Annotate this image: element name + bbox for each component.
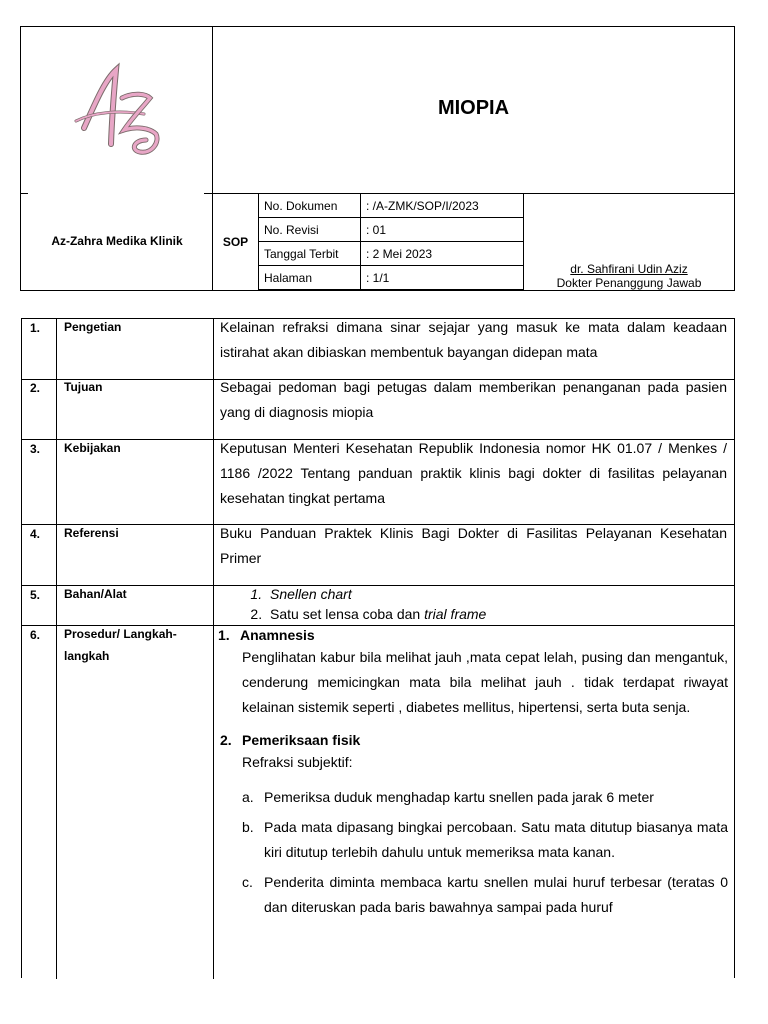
sop-content-table xyxy=(21,318,735,978)
meta-key: No. Dokumen xyxy=(259,194,361,218)
row-number: 5. xyxy=(30,588,41,602)
list-item: c. Penderita diminta membaca kartu snellen mulai huruf terbesar (teratas 0 dan diteruskan pada baris bawahnya sampai pada huruf xyxy=(242,874,728,915)
row-number: 6. xyxy=(30,628,41,642)
header-border-bottom xyxy=(20,290,735,291)
row-number: 3. xyxy=(30,442,41,456)
row-label: Tujuan xyxy=(64,380,103,394)
row-content: Keputusan Menteri Kesehatan Republik Indonesia nomor HK 01.07 / Menkes / 1186 /2022 Tentang panduan praktik klinis bagi dokter di fasilitas pelayanan kesehatan tingkat pertama xyxy=(220,440,727,506)
meta-key: Halaman xyxy=(259,266,361,290)
header-border-top xyxy=(20,26,735,27)
page-title: MIOPIA xyxy=(437,97,510,119)
table-row xyxy=(22,379,734,440)
row-label: Prosedur/ Langkah-langkah xyxy=(64,627,177,663)
procedure-section-2-heading: 2. Pemeriksaan fisik xyxy=(220,732,361,748)
row-number: 1. xyxy=(30,321,41,335)
row-content: Buku Panduan Praktek Klinis Bagi Dokter di Fasilitas Pelayanan Kesehatan Primer xyxy=(220,525,727,566)
list-item: 2. Satu set lensa coba dan trial frame xyxy=(266,604,727,624)
header-border-left xyxy=(20,26,21,290)
row-label: Referensi xyxy=(64,526,119,540)
meta-row xyxy=(259,242,524,266)
row-number: 2. xyxy=(30,381,41,395)
anamnesis-text: Penglihatan kabur bila melihat jauh ,mata cepat lelah, pusing dan mengantuk, cenderung memicingkan mata bila melihat jauh . tidak terdapat riwayat kelainan sistemik seperti , diabetes mellitus, hipertensi, serta buta senja. xyxy=(242,649,728,715)
table-row xyxy=(22,524,734,586)
tools-list xyxy=(220,584,727,624)
meta-value: : 1/1 xyxy=(361,266,524,290)
row-content: Sebagai pedoman bagi petugas dalam memberikan penanganan pada pasien yang di diagnosis miopia xyxy=(220,379,727,420)
row-label: Kebijakan xyxy=(64,441,121,455)
header-border-right xyxy=(734,26,735,290)
clinic-name: Az-Zahra Medika Klinik xyxy=(51,234,183,248)
table-row xyxy=(22,439,734,525)
table-row xyxy=(22,585,734,626)
table-row xyxy=(22,625,734,979)
list-item: a. Pemeriksa duduk menghadap kartu snellen pada jarak 6 meter xyxy=(242,789,654,805)
header-divider-h-left xyxy=(20,193,28,194)
row-label: Bahan/Alat xyxy=(64,587,127,601)
row-number: 4. xyxy=(30,527,41,541)
document-meta-table xyxy=(258,193,524,290)
meta-value: : 2 Mei 2023 xyxy=(361,242,524,266)
doctor-role: Dokter Penanggung Jawab xyxy=(556,276,702,290)
meta-key: Tanggal Terbit xyxy=(259,242,361,266)
procedure-section-1-heading: 1. Anamnesis xyxy=(218,627,315,643)
meta-row xyxy=(259,266,524,290)
meta-row xyxy=(259,218,524,242)
list-item: 1. Snellen chart xyxy=(266,584,727,604)
table-row xyxy=(22,319,734,380)
clinic-logo xyxy=(64,56,174,166)
doctor-signature xyxy=(524,262,734,290)
doctor-name: dr. Sahfirani Udin Aziz xyxy=(570,262,688,276)
row-content: Kelainan refraksi dimana sinar sejajar yang masuk ke mata dalam keadaan istirahat akan dibiaskan membentuk bayangan didepan mata xyxy=(220,319,727,360)
meta-value: : 01 xyxy=(361,218,524,242)
row-label: Pengetian xyxy=(64,320,122,334)
meta-row xyxy=(259,194,524,218)
list-item: b. Pada mata dipasang bingkai percobaan. Satu mata ditutup biasanya mata kiri ditutup terlebih dahulu untuk memeriksa mata kanan. xyxy=(242,819,728,860)
refraction-intro: Refraksi subjektif: xyxy=(242,754,353,770)
sop-label: SOP xyxy=(222,235,249,249)
header-divider-logo xyxy=(212,26,213,290)
meta-key: No. Revisi xyxy=(259,218,361,242)
meta-value: : /A-ZMK/SOP/I/2023 xyxy=(361,194,524,218)
procedure-content xyxy=(218,625,728,920)
